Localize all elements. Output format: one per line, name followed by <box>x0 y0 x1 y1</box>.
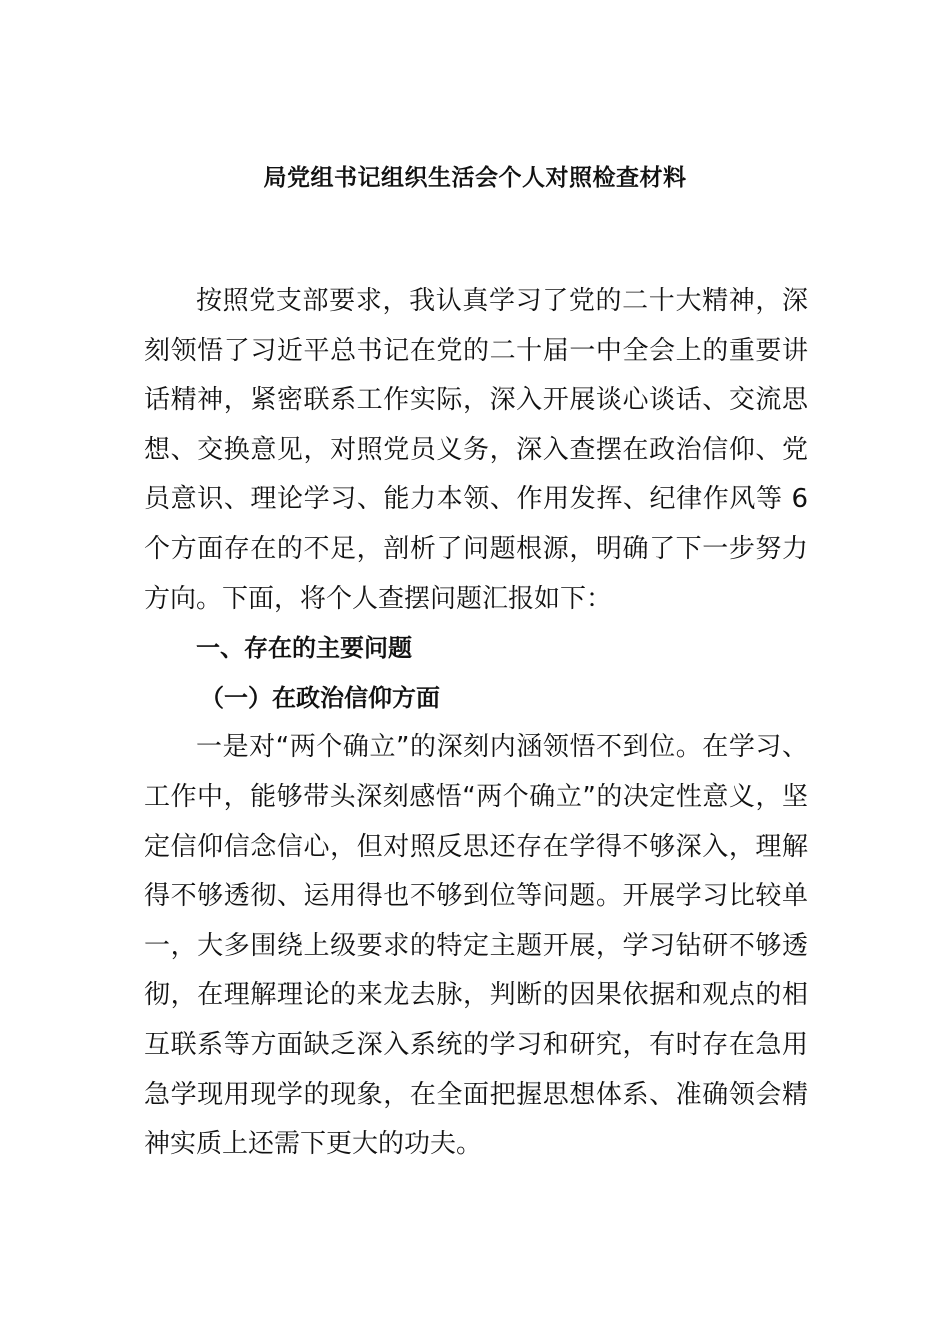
body-paragraph: 一是对“两个确立”的深刻内涵领悟不到位。在学习、工作中，能够带头深刻感悟“两个确立”的决定性意义，坚定信仰信念信心，但对照反思还存在学得不够深入，理解得不够透彻、运用得也不够到位等问题。开展学习比较单一，大多围绕上级要求的特定主题开展，学习钻研不够透彻，在理解理论的来龙去脉，判断的因果依据和观点的相互联系等方面缺乏深入系统的学习和研究，有时存在急用急学现用现学的现象，在全面把握思想体系、准确领会精神实质上还需下更大的功夫。 <box>144 732 808 1160</box>
intro-paragraph: 按照党支部要求，我认真学习了党的二十大精神，深刻领悟了习近平总书记在党的二十届一中全会上的重要讲话精神，紧密联系工作实际，深入开展谈心谈话、交流思想、交换意见，对照党员义务，深入查摆在政治信仰、党员意识、理论学习、能力本领、作用发挥、纪律作风等 6 个方面存在的不足，剖析了问题根源，明确了下一步努力方向。下面，将个人查摆问题汇报如下： <box>144 286 808 614</box>
document-title: 局党组书记组织生活会个人对照检查材料 <box>263 165 687 191</box>
document-body <box>144 277 808 1170</box>
subsection-heading: （一）在政治信仰方面 <box>200 683 440 712</box>
section-heading: 一、存在的主要问题 <box>196 634 412 663</box>
